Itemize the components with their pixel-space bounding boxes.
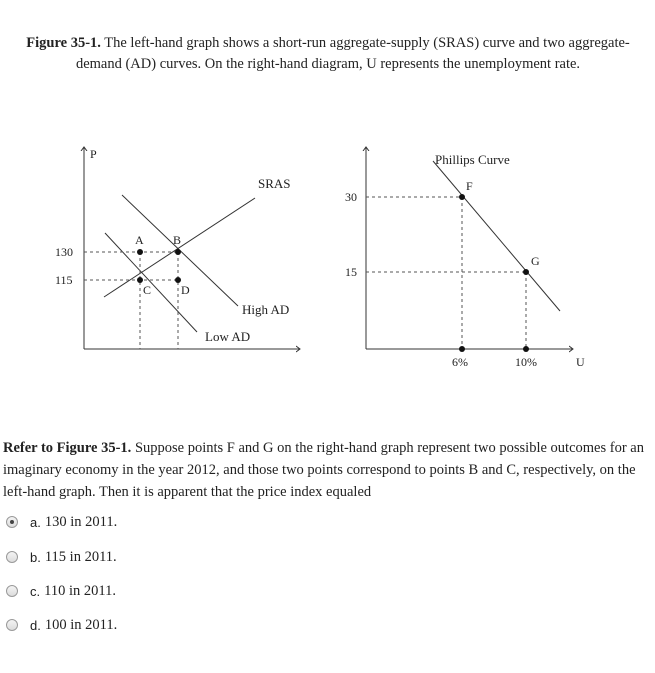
x-tick-6pct: 6% bbox=[452, 355, 468, 369]
point-g-label: G bbox=[531, 254, 540, 268]
figure-label: Figure 35-1. bbox=[26, 35, 101, 51]
option-d-text: 100 in 2011. bbox=[44, 616, 118, 633]
x-tick-10pct: 10% bbox=[515, 355, 537, 369]
question-body: Suppose points F and G on the right-hand graph represent two possible outcomes for an imaginary economy in the year 2012, and those two points correspond to points B and C, respectively, on the left-hand graph. Then it is apparent that the price index equaled bbox=[3, 440, 644, 500]
option-d[interactable] bbox=[6, 614, 117, 636]
point-d-label: D bbox=[181, 283, 190, 297]
option-b-text: 115 in 2011. bbox=[44, 548, 117, 565]
option-c-letter: c. bbox=[30, 583, 41, 599]
point-a-label: A bbox=[135, 233, 144, 247]
point-f-dot bbox=[459, 194, 465, 200]
phillips-curve-label: Phillips Curve bbox=[435, 152, 510, 167]
radio-a[interactable] bbox=[6, 516, 18, 528]
low-ad-label: Low AD bbox=[205, 329, 251, 344]
sras-label: SRAS bbox=[258, 176, 291, 191]
point-b-label: B bbox=[173, 233, 182, 247]
option-d-letter: d. bbox=[30, 617, 41, 633]
point-b-dot bbox=[175, 249, 181, 255]
y-tick-130: 130 bbox=[55, 245, 73, 259]
left-guides bbox=[84, 252, 178, 349]
point-g-dot bbox=[523, 269, 529, 275]
y-tick-30: 30 bbox=[345, 190, 357, 204]
left-y-axis-label: P bbox=[90, 147, 97, 161]
option-b[interactable] bbox=[6, 546, 117, 568]
question-ref: Refer to Figure 35-1. bbox=[3, 440, 132, 456]
right-guides bbox=[366, 197, 526, 349]
y-tick-115: 115 bbox=[55, 273, 73, 287]
right-graph bbox=[366, 147, 573, 349]
high-ad-label: High AD bbox=[242, 302, 290, 317]
point-a-dot bbox=[137, 249, 143, 255]
option-c-text: 110 in 2011. bbox=[44, 582, 116, 599]
radio-b[interactable] bbox=[6, 551, 18, 563]
phillips-curve bbox=[433, 161, 560, 311]
option-a[interactable] bbox=[6, 511, 117, 533]
x-tick-10pct-dot bbox=[523, 346, 529, 352]
option-b-letter: b. bbox=[30, 549, 41, 565]
option-a-letter: a. bbox=[30, 514, 41, 530]
x-tick-6pct-dot bbox=[459, 346, 465, 352]
radio-c[interactable] bbox=[6, 585, 18, 597]
y-tick-15: 15 bbox=[345, 265, 357, 279]
point-f-label: F bbox=[466, 179, 473, 193]
question-text bbox=[3, 437, 653, 503]
option-a-text: 130 in 2011. bbox=[44, 513, 118, 530]
radio-d[interactable] bbox=[6, 619, 18, 631]
point-c-label: C bbox=[143, 283, 152, 297]
option-c[interactable] bbox=[6, 580, 116, 602]
caption-text: The left-hand graph shows a short-run aggregate-supply (SRAS) curve and two aggregate-demand (AD) curves. On the right-hand diagram, U represents the unemployment rate. bbox=[75, 35, 630, 72]
x-axis-label-u: U bbox=[576, 355, 585, 369]
